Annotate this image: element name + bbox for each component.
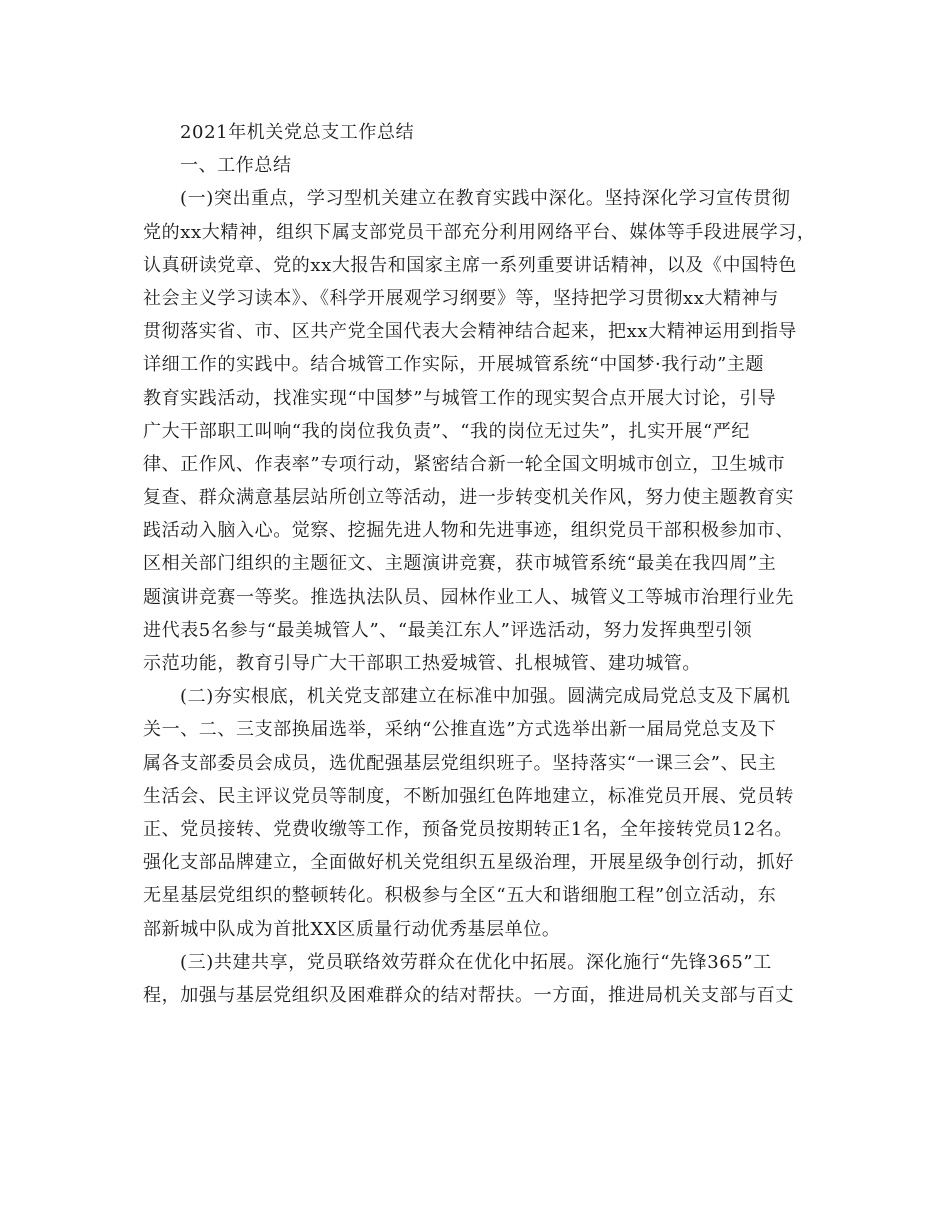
paragraph-line: 生活会、民主评议党员等制度，不断加强红色阵地建立，标准党员开展、党员转 bbox=[143, 785, 794, 807]
paragraph-line: (二)夯实根底，机关党支部建立在标准中加强。圆满完成局党总支及下属机 bbox=[180, 686, 791, 708]
paragraph-line: 强化支部品牌建立，全面做好机关党组织五星级治理，开展星级争创行动，抓好 bbox=[143, 852, 794, 874]
paragraph-line: 社会主义学习读本》、《科学开展观学习纲要》等，坚持把学习贯彻xx大精神与 bbox=[143, 287, 779, 309]
paragraph-line: 教育实践活动，找准实现“中国梦”与城管工作的现实契合点开展大讨论，引导 bbox=[143, 387, 777, 409]
paragraph-1 bbox=[143, 182, 816, 680]
paragraph-line: 正、党员接转、党费收缴等工作，预备党员按期转正1名，全年接转党员12名。 bbox=[143, 818, 793, 840]
paragraph-line: 详细工作的实践中。结合城管工作实际，开展城管系统“中国梦·我行动”主题 bbox=[143, 354, 765, 376]
paragraph-line: 复查、群众满意基层站所创立等活动，进一步转变机关作风，努力使主题教育实 bbox=[143, 487, 794, 509]
paragraph-line: 广大干部职工叫响“我的岗位我负责”、“我的岗位无过失”，扎实开展“严纪 bbox=[143, 420, 751, 442]
paragraph-line: 进代表5名参与“最美城管人”、“最美江东人”评选活动，努力发挥典型引领 bbox=[143, 619, 753, 641]
paragraph-line: 示范功能，教育引导广大干部职工热爱城管、扎根城管、建功城管。 bbox=[143, 653, 701, 674]
paragraph-line: 无星基层党组织的整顿转化。积极参与全区“五大和谐细胞工程”创立活动，东 bbox=[143, 885, 777, 907]
paragraph-line: 题演讲竞赛一等奖。推选执法队员、园林作业工人、城管义工等城市治理行业先 bbox=[143, 586, 794, 608]
paragraph-line: 践活动入脑入心。觉察、挖掘先进人物和先进事迹，组织党员干部积极参加市、 bbox=[143, 520, 794, 542]
paragraph-line: 程，加强与基层党组织及困难群众的结对帮扶。一方面，推进局机关支部与百丈 bbox=[143, 984, 794, 1006]
paragraph-line: 部新城中队成为首批XX区质量行动优秀基层单位。 bbox=[143, 918, 561, 940]
paragraph-line: (一)突出重点，学习型机关建立在教育实践中深化。坚持深化学习宣传贯彻 bbox=[180, 188, 791, 210]
paragraph-line: 律、正作风、作表率”专项行动，紧密结合新一轮全国文明城市创立，卫生城市 bbox=[143, 453, 786, 475]
paragraph-line: 属各支部委员会成员，选优配强基层党组织班子。坚持落实“一课三会”、民主 bbox=[143, 752, 777, 774]
paragraph-line: 区相关部门组织的主题征文、主题演讲竞赛，获市城管系统“最美在我四周”主 bbox=[143, 553, 777, 575]
paragraph-line: 党的xx大精神，组织下属支部党员干部充分利用网络平台、媒体等手段进展学习， bbox=[143, 221, 816, 243]
section-heading: 一、工作总结 bbox=[180, 155, 292, 177]
paragraph-2 bbox=[143, 680, 803, 946]
document-body bbox=[143, 116, 816, 1012]
paragraph-line: 贯彻落实省、市、区共产党全国代表大会精神结合起来，把xx大精神运用到指导 bbox=[143, 321, 797, 343]
document-title: 2021年机关党总支工作总结 bbox=[180, 122, 415, 143]
paragraph-line: (三)共建共享，党员联络效劳群众在优化中拓展。深化施行“先锋365”工 bbox=[180, 951, 772, 973]
paragraph-line: 认真研读党章、党的xx大报告和国家主席一系列重要讲话精神，以及《中国特色 bbox=[143, 254, 797, 276]
paragraph-3 bbox=[143, 946, 803, 1012]
paragraph-line: 关一、二、三支部换届选举，采纳“公推直选”方式选举出新一届局党总支及下 bbox=[143, 719, 777, 741]
